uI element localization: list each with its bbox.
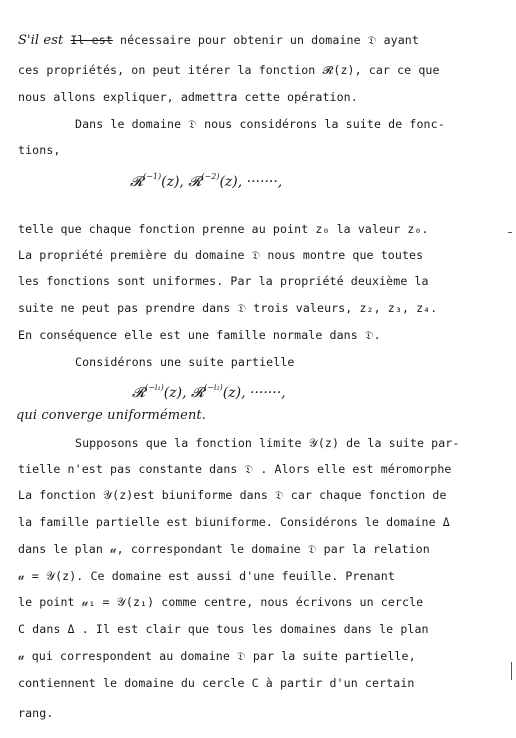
handwritten-line: qui converge uniformément. xyxy=(16,408,206,423)
line-14: La fonction 𝒴(z)est biuniforme dans 𝔇 car chaque fonction de xyxy=(18,488,447,502)
margin-mark xyxy=(508,232,512,233)
formula-argument: (z), xyxy=(161,174,184,190)
line-16: dans le plan 𝓊, correspondant le domaine 𝔇 par la relation xyxy=(18,542,430,556)
formula-iterates xyxy=(130,172,282,190)
struck-text: Il est xyxy=(70,33,113,47)
formula-exponent: (−i₁) xyxy=(145,383,164,392)
formula-symbol: 𝓡 xyxy=(132,385,146,401)
formula-ellipsis: ·······, xyxy=(250,385,286,401)
line-3: nous allons expliquer, admettra cette opération. xyxy=(18,90,358,104)
formula-argument: (z), xyxy=(222,385,246,401)
formula-argument: (z), xyxy=(163,385,187,401)
formula-symbol: 𝓡 xyxy=(130,174,144,190)
formula-exponent: (−1) xyxy=(143,172,162,181)
line-19: C dans Δ . Il est clair que tous les domaines dans le plan xyxy=(18,622,429,636)
line-12: Supposons que la fonction limite 𝒴(z) de la suite par- xyxy=(75,436,460,450)
line-text: nécessaire pour obtenir un domaine 𝔇 ayant xyxy=(112,33,419,47)
formula-exponent: (−2) xyxy=(201,172,220,181)
formula-exponent: (−i₂) xyxy=(204,383,223,392)
line-15: la famille partielle est biuniforme. Considérons le domaine Δ xyxy=(18,515,450,529)
formula-ellipsis: ·······, xyxy=(246,174,283,190)
handwritten-correction: S'il est xyxy=(18,33,64,48)
formula-symbol: 𝓡 xyxy=(188,174,202,190)
formula-argument: (z), xyxy=(219,174,243,190)
line-22: rang. xyxy=(18,706,54,720)
line-10: En conséquence elle est une famille normale dans 𝔇. xyxy=(18,328,381,342)
line-7: La propriété première du domaine 𝔇 nous montre que toutes xyxy=(18,248,424,262)
line-2: ces propriétés, on peut itérer la fonction 𝓡(z), car ce que xyxy=(18,63,440,77)
line-18: le point 𝓊₁ = 𝒴(z₁) comme centre, nous écrivons un cercle xyxy=(18,595,424,609)
line-4: Dans le domaine 𝔇 nous considérons la suite de fonc- xyxy=(75,117,445,131)
formula-symbol: 𝓡 xyxy=(191,385,205,401)
line-11: Considérons une suite partielle xyxy=(75,355,295,369)
formula-subsequence xyxy=(132,383,286,401)
line-13: tielle n'est pas constante dans 𝔇 . Alors elle est méromorphe xyxy=(18,462,452,476)
line-1 xyxy=(18,33,419,48)
line-8: les fonctions sont uniformes. Par la propriété deuxième la xyxy=(18,274,429,288)
line-21: contiennent le domaine du cercle C à partir d'un certain xyxy=(18,676,415,690)
line-6: telle que chaque fonction prenne au point z₀ la valeur z₀. xyxy=(18,222,429,236)
line-5: tions, xyxy=(18,143,61,157)
margin-mark xyxy=(511,662,512,680)
line-9: suite ne peut pas prendre dans 𝔇 trois valeurs, z₂, z₃, z₄. xyxy=(18,301,438,315)
line-17: 𝓊 = 𝒴(z). Ce domaine est aussi d'une feuille. Prenant xyxy=(18,569,395,583)
line-20: 𝓊 qui correspondent au domaine 𝔇 par la suite partielle, xyxy=(18,649,416,663)
